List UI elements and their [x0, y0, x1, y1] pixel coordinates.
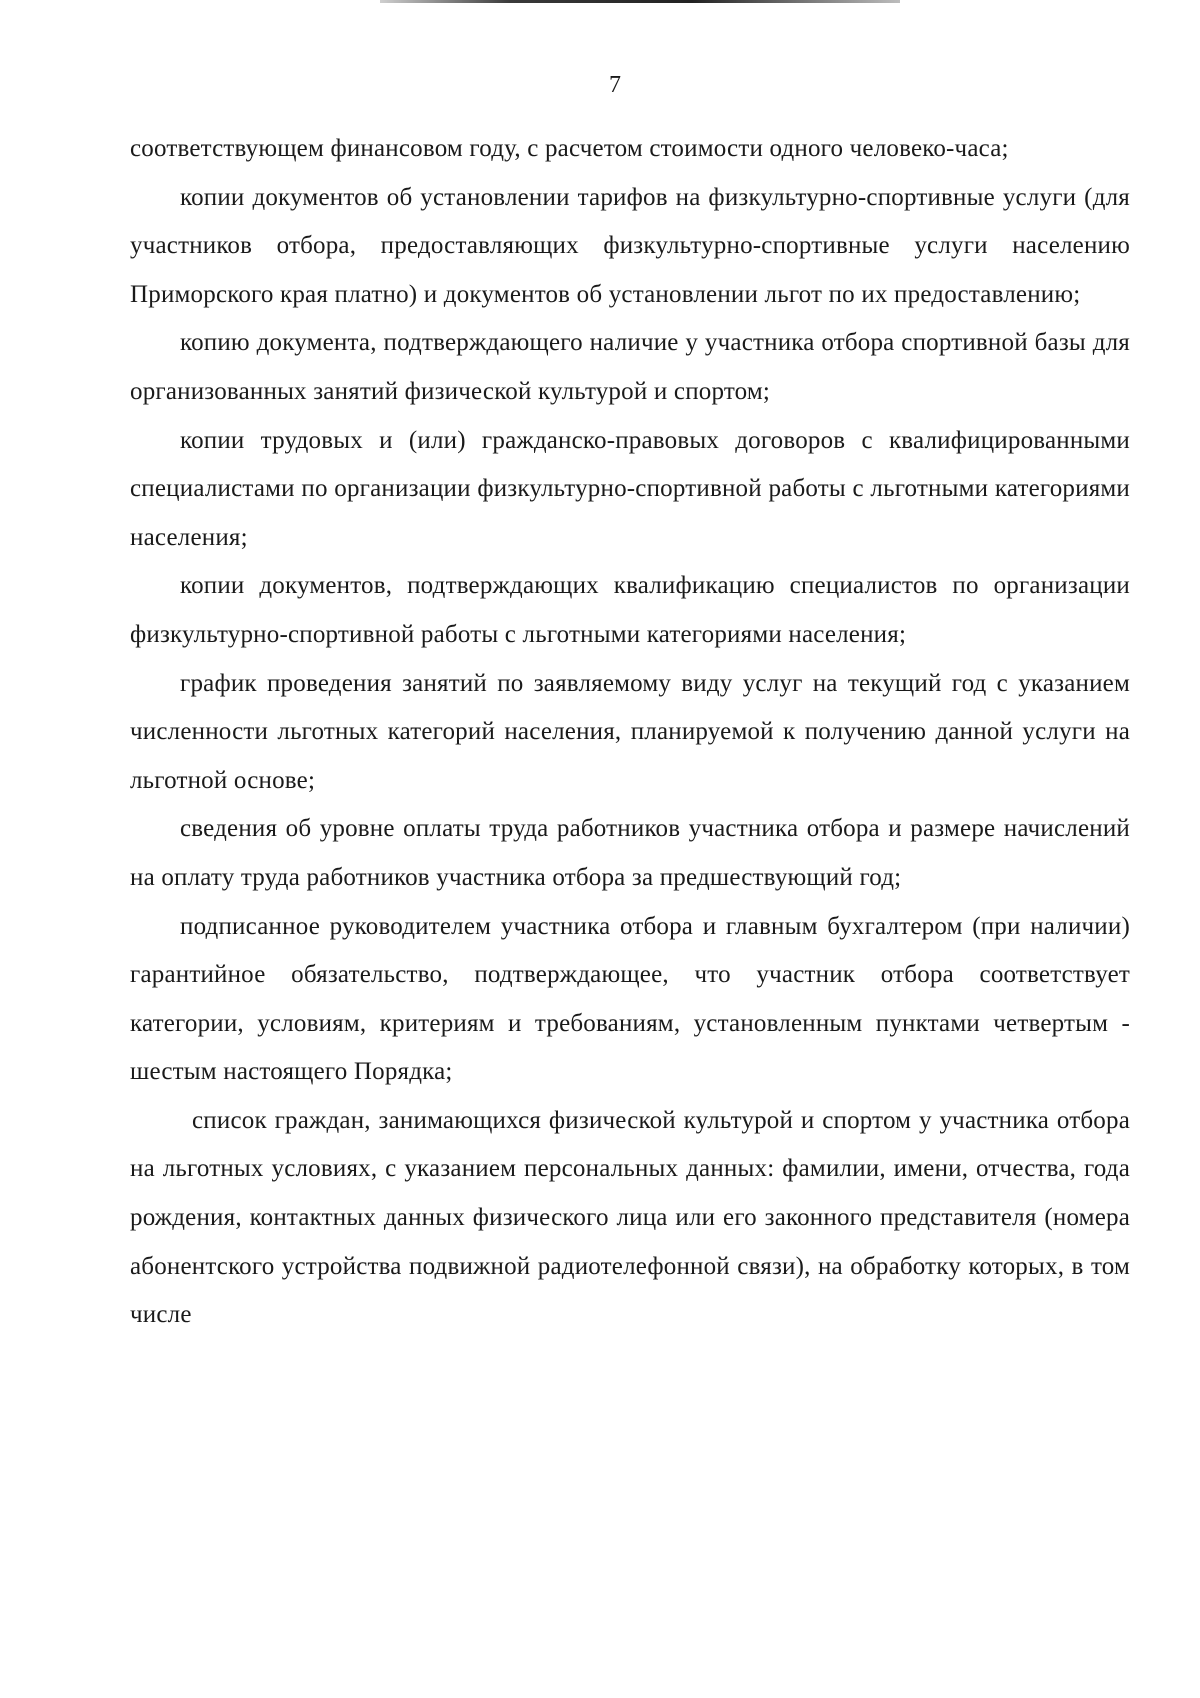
paragraph-6: график проведения занятий по заявляемому виду услуг на текущий год с указанием численности льготных категорий населения, планируемой к получению данной услуги на льготной основе; [130, 669, 1130, 794]
scan-edge-line [380, 0, 900, 3]
paragraph-2: копии документов об установлении тарифов на физкультурно-спортивные услуги (для участников отбора, предоставляющих физкультурно-спортивные услуги населению Приморского края платно) и документов об установлении льгот по их предоставлению; [130, 183, 1130, 308]
paragraph-8: подписанное руководителем участника отбора и главным бухгалтером (при наличии) гарантийное обязательство, подтверждающее, что участник отбора соответствует категории, условиям, критериям и требованиям, установленным пунктами четвертым - шестым настоящего Порядка; [130, 912, 1130, 1086]
paragraph-9: список граждан, занимающихся физической культурой и спортом у участника отбора на льготных условиях, с указанием персональных данных: фамилии, имени, отчества, года рождения, контактных данных физического лица или его законного представителя (номера абонентского устройства подвижной радиотелефонной связи), на обработку которых, в том числе [130, 1106, 1130, 1329]
paragraph-3: копию документа, подтверждающего наличие у участника отбора спортивной базы для организованных занятий физической культурой и спортом; [130, 329, 1130, 405]
paragraph-5: копии документов, подтверждающих квалификацию специалистов по организации физкультурно-спортивной работы с льготными категориями населения; [130, 572, 1130, 648]
paragraph-1: соответствующем финансовом году, с расчетом стоимости одного человеко-часа; [130, 135, 1009, 162]
page-number: 7 [609, 72, 621, 98]
paragraph-7: сведения об уровне оплаты труда работников участника отбора и размере начислений на оплату труда работников участника отбора за предшествующий год; [130, 815, 1130, 891]
paragraph-4: копии трудовых и (или) гражданско-правовых договоров с квалифицированными специалистами по организации физкультурно-спортивной работы с льготными категориями населения; [130, 426, 1130, 551]
document-body [130, 125, 1130, 1340]
